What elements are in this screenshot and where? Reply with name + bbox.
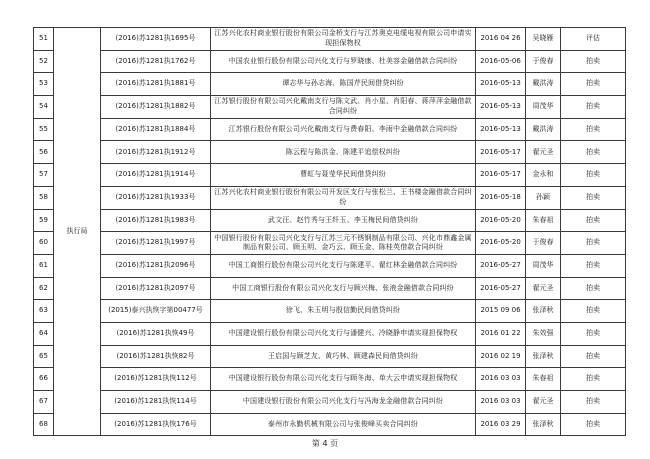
case-description: 曹虹与聂莹华民间借贷纠纷 bbox=[211, 164, 476, 187]
handler-name: 孙颖 bbox=[526, 186, 561, 209]
case-description: 江苏银行股份有限公司兴化戴南支行与费春阳、李雨中金融借款合同纠纷 bbox=[211, 118, 476, 141]
filing-date: 2016-05-06 bbox=[476, 50, 526, 73]
handler-name: 戴洪涛 bbox=[526, 73, 561, 96]
handler-name: 周茂华 bbox=[526, 254, 561, 277]
case-number: (2016)苏1281执1881号 bbox=[101, 73, 211, 96]
table-row bbox=[34, 322, 626, 345]
action-type: 拍卖 bbox=[561, 322, 626, 345]
handler-name: 于俊春 bbox=[526, 50, 561, 73]
handler-name: 翟元圣 bbox=[526, 277, 561, 300]
table-row bbox=[34, 28, 626, 51]
row-number: 65 bbox=[34, 345, 54, 368]
action-type: 评估 bbox=[561, 28, 626, 51]
case-description: 武文汪、赵竹秀与王纤玉、李玉梅民间借贷纠纷 bbox=[211, 209, 476, 232]
handler-name: 翟元圣 bbox=[526, 141, 561, 164]
row-number: 67 bbox=[34, 391, 54, 414]
filing-date: 2016 01 22 bbox=[476, 322, 526, 345]
table-row bbox=[34, 368, 626, 391]
table-row bbox=[34, 50, 626, 73]
case-description: 江苏兴化农村商业银行股份有限公司开发区支行与张松兰、王书楼金融借款合同纠纷 bbox=[211, 186, 476, 209]
row-number: 57 bbox=[34, 164, 54, 187]
filing-date: 2016 03 03 bbox=[476, 368, 526, 391]
action-type: 拍卖 bbox=[561, 277, 626, 300]
filing-date: 2016-05-17 bbox=[476, 141, 526, 164]
table-row bbox=[34, 141, 626, 164]
handler-name: 张泽秋 bbox=[526, 413, 561, 436]
filing-date: 2016-05-27 bbox=[476, 254, 526, 277]
row-number: 54 bbox=[34, 96, 54, 119]
action-type: 拍卖 bbox=[561, 73, 626, 96]
table-row bbox=[34, 118, 626, 141]
case-number: (2016)苏1281执1884号 bbox=[101, 118, 211, 141]
case-description: 中国工商银行股份有限公司兴化支行与陈建平、翟红林金融借款合同纠纷 bbox=[211, 254, 476, 277]
case-number: (2016)苏1281执恢176号 bbox=[101, 413, 211, 436]
handler-name: 朱效强 bbox=[526, 322, 561, 345]
row-number: 58 bbox=[34, 186, 54, 209]
case-table bbox=[33, 27, 626, 436]
case-description: 谭志华与孙志海、陈国芹民间借贷纠纷 bbox=[211, 73, 476, 96]
table-row bbox=[34, 186, 626, 209]
action-type: 拍卖 bbox=[561, 50, 626, 73]
filing-date: 2016 02 19 bbox=[476, 345, 526, 368]
case-number: (2016)苏1281执2097号 bbox=[101, 277, 211, 300]
table-row bbox=[34, 277, 626, 300]
handler-name: 于俊春 bbox=[526, 232, 561, 255]
action-type: 拍卖 bbox=[561, 413, 626, 436]
action-type: 拍卖 bbox=[561, 391, 626, 414]
row-number: 59 bbox=[34, 209, 54, 232]
table-row bbox=[34, 300, 626, 323]
case-number: (2015)泰兴执恢字第00477号 bbox=[101, 300, 211, 323]
case-number: (2016)苏1281执1762号 bbox=[101, 50, 211, 73]
case-number: (2016)苏1281执恢112号 bbox=[101, 368, 211, 391]
filing-date: 2016-05-20 bbox=[476, 209, 526, 232]
case-description: 江苏兴化农村商业银行股份有限公司金桥支行与江苏奥克电缆电视有限公司申请实现担保物权 bbox=[211, 28, 476, 51]
handler-name: 张泽秋 bbox=[526, 300, 561, 323]
case-description: 中国建设银行股份有限公司兴化支行与顾冬海、单大云申请实现担保物权 bbox=[211, 368, 476, 391]
row-number: 55 bbox=[34, 118, 54, 141]
table-row bbox=[34, 254, 626, 277]
filing-date: 2016-05-18 bbox=[476, 186, 526, 209]
filing-date: 2016 03 29 bbox=[476, 413, 526, 436]
action-type: 拍卖 bbox=[561, 254, 626, 277]
row-number: 56 bbox=[34, 141, 54, 164]
handler-name: 朱春祖 bbox=[526, 209, 561, 232]
case-number: (2016)苏1281执恢82号 bbox=[101, 345, 211, 368]
case-description: 中国建设银行股份有限公司兴化支行与潘健兴、冷晓静申请实现担保物权 bbox=[211, 322, 476, 345]
action-type: 拍卖 bbox=[561, 164, 626, 187]
case-table-body bbox=[34, 28, 626, 436]
filing-date: 2016-05-13 bbox=[476, 73, 526, 96]
case-number: (2016)苏1281执1912号 bbox=[101, 141, 211, 164]
row-number: 68 bbox=[34, 413, 54, 436]
case-number: (2016)苏1281执1914号 bbox=[101, 164, 211, 187]
filing-date: 2016-05-13 bbox=[476, 96, 526, 119]
row-number: 53 bbox=[34, 73, 54, 96]
filing-date: 2016-05-20 bbox=[476, 232, 526, 255]
case-number: (2016)苏1281执2096号 bbox=[101, 254, 211, 277]
case-number: (2016)苏1281执1997号 bbox=[101, 232, 211, 255]
filing-date: 2016 03 03 bbox=[476, 391, 526, 414]
row-number: 63 bbox=[34, 300, 54, 323]
table-row bbox=[34, 73, 626, 96]
case-description: 王启国与顾芝友、黄巧林、顾建森民间借贷纠纷 bbox=[211, 345, 476, 368]
handler-name: 周茂华 bbox=[526, 96, 561, 119]
filing-date: 2016-05-13 bbox=[476, 118, 526, 141]
case-description: 中国银行股份有限公司兴化支行与江苏三元不锈钢制品有限公司、兴化市鼎鑫金属制品有限公司、顾玉明、金巧云、顾玉金、陈桂英借款合同纠纷 bbox=[211, 232, 476, 255]
table-row bbox=[34, 232, 626, 255]
table-row bbox=[34, 413, 626, 436]
handler-name: 翟元圣 bbox=[526, 391, 561, 414]
case-description: 陈云程与陈洪金、陈建平追偿权纠纷 bbox=[211, 141, 476, 164]
case-description: 徐飞、朱玉明与殷信勤民间借贷纠纷 bbox=[211, 300, 476, 323]
case-number: (2016)苏1281执1695号 bbox=[101, 28, 211, 51]
case-number: (2016)苏1281执1933号 bbox=[101, 186, 211, 209]
action-type: 拍卖 bbox=[561, 118, 626, 141]
row-number: 64 bbox=[34, 322, 54, 345]
case-number: (2016)苏1281执1983号 bbox=[101, 209, 211, 232]
row-number: 60 bbox=[34, 232, 54, 255]
row-number: 62 bbox=[34, 277, 54, 300]
table-row bbox=[34, 391, 626, 414]
action-type: 拍卖 bbox=[561, 300, 626, 323]
filing-date: 2016 04 26 bbox=[476, 28, 526, 51]
filing-date: 2015 09 06 bbox=[476, 300, 526, 323]
action-type: 拍卖 bbox=[561, 209, 626, 232]
table-row bbox=[34, 164, 626, 187]
row-number: 51 bbox=[34, 28, 54, 51]
handler-name: 戴洪涛 bbox=[526, 118, 561, 141]
filing-date: 2016-05-17 bbox=[476, 164, 526, 187]
row-number: 61 bbox=[34, 254, 54, 277]
filing-date: 2016-05-27 bbox=[476, 277, 526, 300]
case-description: 中国建设银行股份有限公司兴化支行与冯海龙金融借款合同纠纷 bbox=[211, 391, 476, 414]
case-description: 中国农业银行股份有限公司兴化支行与罗晓康、杜美容金融借款合同纠纷 bbox=[211, 50, 476, 73]
case-number: (2016)苏1281执恢49号 bbox=[101, 322, 211, 345]
row-number: 66 bbox=[34, 368, 54, 391]
action-type: 拍卖 bbox=[561, 368, 626, 391]
department-cell: 执行局 bbox=[54, 28, 101, 436]
table-row bbox=[34, 345, 626, 368]
table-row bbox=[34, 96, 626, 119]
case-description: 江苏银行股份有限公司兴化戴南支行与陈文武、肖小星、肖阳春、蒋萍萍金融借款合同纠纷 bbox=[211, 96, 476, 119]
page-number: 第 4 页 bbox=[311, 439, 339, 448]
action-type: 拍卖 bbox=[561, 96, 626, 119]
handler-name: 朱春祖 bbox=[526, 368, 561, 391]
handler-name: 张泽秋 bbox=[526, 345, 561, 368]
handler-name: 吴晓雁 bbox=[526, 28, 561, 51]
row-number: 52 bbox=[34, 50, 54, 73]
action-type: 拍卖 bbox=[561, 345, 626, 368]
table-row bbox=[34, 209, 626, 232]
case-description: 中国工商银行股份有限公司兴化支行与顾兴梅、张液金融借款合同纠纷 bbox=[211, 277, 476, 300]
case-number: (2016)苏1281执1882号 bbox=[101, 96, 211, 119]
action-type: 拍卖 bbox=[561, 186, 626, 209]
case-number: (2016)苏1281执恢114号 bbox=[101, 391, 211, 414]
action-type: 拍卖 bbox=[561, 232, 626, 255]
case-description: 泰州市永勤机械有限公司与张俊峰买卖合同纠纷 bbox=[211, 413, 476, 436]
action-type: 拍卖 bbox=[561, 141, 626, 164]
handler-name: 金永和 bbox=[526, 164, 561, 187]
